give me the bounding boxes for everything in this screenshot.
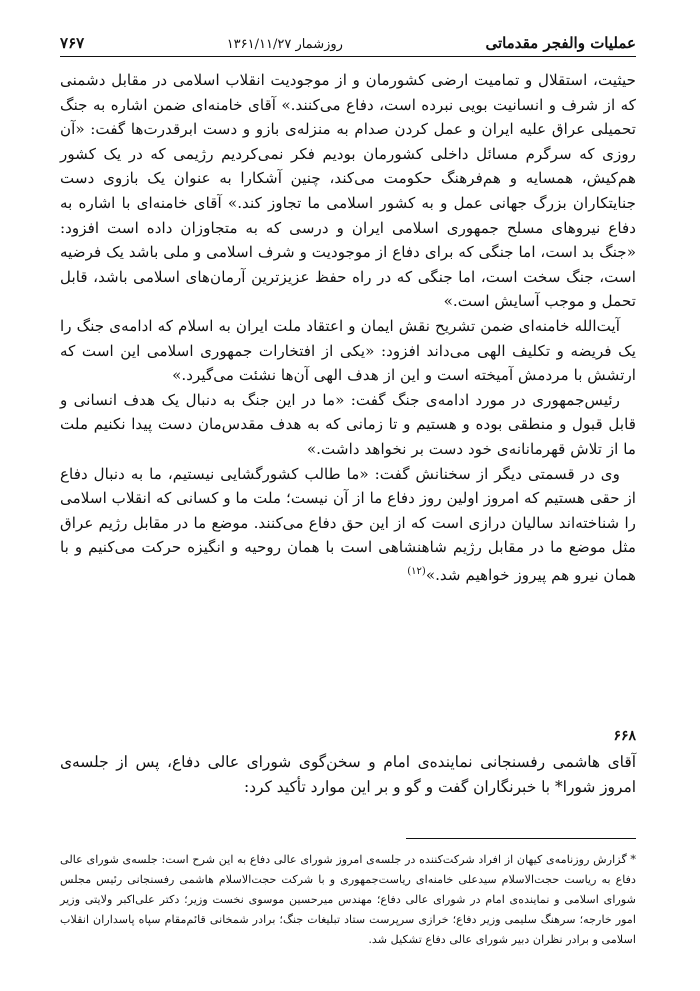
paragraph: [60, 462, 636, 588]
footnote-divider: [406, 838, 636, 839]
chapter-title: عملیات والفجر مقدماتی: [485, 34, 636, 52]
footnote: * گزارش روزنامه‌ی کیهان از افراد شرکت‌کننده در جلسه‌ی امروز شورای عالی دفاع به این شرح است: جلسه‌ی شورای عالی دفاع به ریاست حجت‌الاسلام سیدعلی خامنه‌ای ریاست‌جمهوری و با شرکت حجت‌الاسلام هاشمی رفسنجانی رئیس مجلس شورای اسلامی و نماینده‌ی امام در شورای عالی دفاع؛ مهندس میرحسین موسوی نخست وزیر؛ دکتر علی‌اکبر ولایتی وزیر امور خارجه؛ سرهنگ سلیمی وزیر دفاع؛ خرازی سرپرست ستاد تبلیغات جنگ؛ برادر شمخانی قائم‌مقام سپاه پاسداران انقلاب اسلامی و برادر نظران دبیر شورای عالی دفاع تشکیل شد.: [60, 853, 636, 946]
paragraph: آیت‌الله خامنه‌ای ضمن تشریح نقش ایمان و اعتقاد ملت ایران به اسلام که ادامه‌ی جنگ را یک فریضه و تکلیف الهی می‌داند افزود: «یکی از افتخارات جمهوری اسلامی این است که ارتشش با مردمش آمیخته است و این از هدف الهی آن‌ها نشئت می‌گیرد.»: [60, 316, 636, 385]
paragraph-text: وی در قسمتی دیگر از سخنانش گفت: «ما طالب کشورگشایی نیستیم، ما به دنبال دفاع از حقی هستیم که امروز اولین روز دفاع ما از آن نیست؛ ملت ما و کسانی که انقلاب اسلامی را شناخته‌اند سالیان درازی است که از این حق دفاع می‌کنند. موضع ما در مقابل رژیم عراق مثل موضع ما در مقابل رژیم شاهنشاهی است با همان روحیه و انگیزه حرکت می‌کنیم و با همان نیرو هم پیروز خواهیم شد.»: [60, 464, 636, 584]
reference-marker: (۱۲): [407, 565, 426, 577]
entry-number: ۶۶۸: [613, 728, 636, 744]
header-divider: [60, 56, 636, 57]
page-number: ۷۶۷: [60, 34, 85, 52]
header-date: روزشمار ۱۳۶۱/۱۱/۲۷: [226, 37, 343, 52]
running-header: [60, 24, 636, 52]
entry-text: آقای هاشمی رفسنجانی نماینده‌ی امام و سخن‌گوی شورای عالی دفاع، پس از جلسه‌ی امروز شورا* با خبرنگاران گفت و گو و بر این موارد تأکید کرد:: [60, 753, 636, 796]
body-text: [60, 68, 636, 588]
paragraph: حیثیت، استقلال و تمامیت ارضی کشورمان و از موجودیت انقلاب اسلامی در مقابل دشمنی که از شرف و انسانیت بویی نبرده است، دفاع می‌کنند.» آقای خامنه‌ای ضمن اشاره به جنگ تحمیلی عراق علیه ایران و عمل کردن صدام به منزله‌ی بازو و دست ابرقدرت‌ها گفت: «آن روزی که سرگرم مسائل داخلی کشورمان بودیم فکر نمی‌کردیم رژیمی که در یک کشور هم‌کیش، همسایه و هم‌فرهنگ حکومت می‌کند، چنین آشکارا به عنوان یک بازوی دست جنایتکاران بزرگ جهانی عمل و به کشور اسلامی ما تجاوز کند.» آقای خامنه‌ای با اشاره به دفاع نیروهای مسلح جمهوری اسلامی ایران و درسی که به متجاوزان داده است افزود: «جنگ بد است، اما جنگی که برای دفاع از موجودیت و شرف اسلامی و ملی باشد یک فرضیه است، جنگ سخت است، اما جنگی که در راه حفظ عزیزترین آرمان‌های اسلامی باشد، قابل تحمل و موجب آسایش است.»: [60, 71, 636, 311]
paragraph: رئیس‌جمهوری در مورد ادامه‌ی جنگ گفت: «ما در این جنگ به دنبال یک هدف انسانی و قابل قبول و منطقی بوده و هستیم و تا زمانی که به هدف مقدس‌مان دست پیدا نکنیم ملت ما از تلاش قهرمانانه‌ی خود دست بر نخواهد داشت.»: [60, 390, 636, 458]
